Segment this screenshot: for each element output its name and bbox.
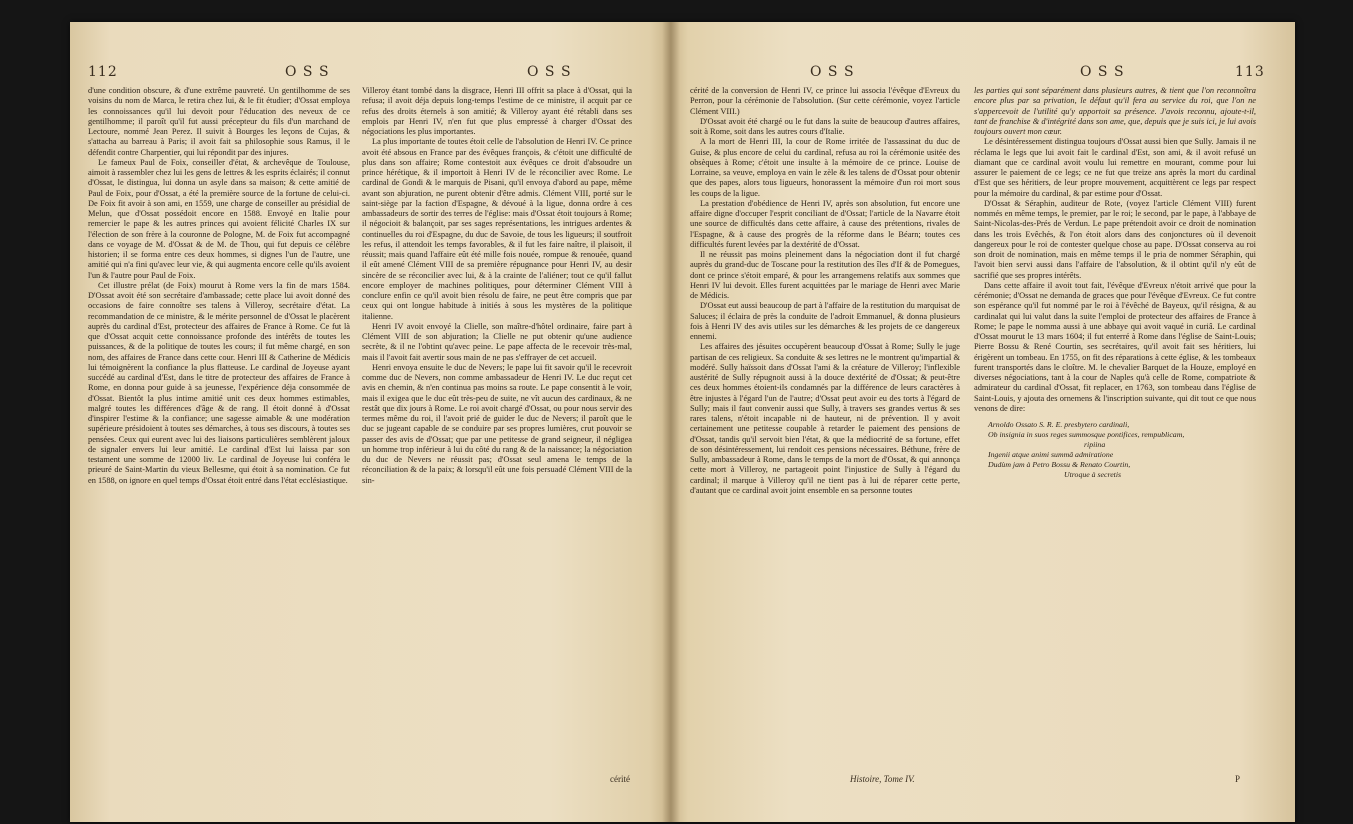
epitaph-line: ripiina [1084, 440, 1106, 449]
text-column-right [974, 86, 1256, 768]
paragraph: Henri envoya ensuite le duc de Nevers; le pape lui fit savoir qu'il le recevroit comme duc de Nevers, non comme ambassadeur de Henri IV. Le duc reçut cet avis en chemin, & n'en continua pas moins sa route. Le pape consentit à le voir, mais il exigea que le duc eût très-peu de suite, ne vît aucun des cardinaux, & ne restât que dix jours à Rome. Le roi avoit chargé d'Ossat, ou pour nous servir des termes même du roi, il l'avoit prié de guider le duc de Nevers; il paroît que le duc se jugeant capable de se conduire par ses propres lumières, crut pouvoir se passer des avis de d'Ossat; que par une petitesse de grand seigneur, il négligea un homme trop inférieur à lui du côté du rang & de la naissance; la négociation du duc de Nevers ne réussit pas; d'Ossat seul amena le temps de la réconciliation & de la paix; & lorsqu'il eût une fois persuadé Clément VIII de la sin- [362, 362, 632, 485]
paragraph: Villeroy étant tombé dans la disgrace, Henri III offrit sa place à d'Ossat, qui la refusa; il avoit déja depuis long-temps l'estime de ce ministre, il acquit par ce refus des droits éternels à son amitié; & Villeroy ayant été rétabli dans ses emplois par Henri IV, n'en fut que plus empressé à charger d'Ossat des négociations les plus importantes. [362, 86, 632, 136]
paragraph: D'Ossat eut aussi beaucoup de part à l'affaire de la restitution du marquisat de Saluces; il éclaira de près la conduite de l'adroit Emmanuel, & donna plusieurs fois à Henri IV des avis utiles sur les démarches & les projets de ce dangereux ennemi. [690, 301, 960, 341]
paragraph: Les affaires des jésuites occupèrent beaucoup d'Ossat à Rome; Sully le juge partisan de ces religieux. Sa conduite & ses lettres ne le montrent qu'impartial & modéré. Sully haïssoit dans d'Ossat l'ami & la créature de Villeroy; l'inflexible austérité de Sully répugnoit aussi à la douce dextérité de d'Ossat; & peut-être ces deux hommes étoient-ils condamnés par la différence de leurs caractères à être injustes à l'égard l'un de l'autre; d'Ossat peut avoir eu des torts à l'égard de Sully; mais il faut convenir aussi que Sully, à travers ses grandes vertus & ses rares talens, n'étoit incapable ni de hauteur, ni de prévention. Il y avoit certainement une petitesse coupable à retarder le paiement des pensions de d'Ossat, tandis qu'il servoit bien l'état, & que la médiocrité de sa fortune, effet de son désintéressement, lui rendoit ces pensions nécessaires. Béthune, frère de Sully, ambassadeur à Rome, dans le temps de la mort de d'Ossat, & qui annonça cette mort à Villeroy, ne partageoit point l'injustice de Sully à l'égard du cardinal; il marque à Villeroy qu'il ne tient pas à lui de réparer cette perte, d'autant que ce cardinal avoit joint ensemble en sa personne toutes [690, 342, 960, 495]
paragraph: D'Ossat & Séraphin, auditeur de Rote, (voyez l'article Clément VIII) furent nommés en même temps, le premier, par le roi; le second, par le pape, à l'abbaye de Saint-Nicolas-des-Prés de Verdun. Le pape prétendoit avoir ce droit de nomination dans les trois Evêchés, & l'on étoit alors dans des conjonctures où il devenoit dangereux pour le roi de contester quelque chose au pape. D'Ossat conserva au roi son droit de nomination, mais en même temps il le pria de nommer Séraphin, qui l'avoit bien servi aussi dans l'affaire de l'absolution, & il obtint qu'il n'y eût de sacrifié que ses propres intérêts. [974, 198, 1256, 280]
paragraph: d'une condition obscure, & d'une extrême pauvreté. Un gentilhomme de ses voisins du nom de Marca, le retira chez lui, & le fit étudier; d'Ossat employa les connoissances qu'il lui devoit pour l'éducation des neveux de ce gentilhomme; il paroît qu'il fut aussi précepteur du fils d'un marchand de Lectoure, nommé Jean Perez. Il suivit à Bourges les leçons de Cujas, & s'attacha au barreau à Paris; il avoit fait sa philosophie sous Ramus, il le défendit contre Charpentier, qui lui répondit par des injures. [88, 86, 350, 157]
running-head: O S S [810, 64, 855, 80]
paragraph: La prestation d'obédience de Henri IV, après son absolution, fut encore une affaire digne d'occuper l'esprit conciliant de d'Ossat; l'article de la Navarre étoit une source de difficultés dans cette affaire, à cause des prétentions, rivales de l'Espagne, & à cause des progrès de la réforme dans le Béarn; toutes ces difficultés furent levées par la dextérité de d'Ossat. [690, 198, 960, 249]
paragraph: Il ne réussit pas moins pleinement dans la négociation dont il fut chargé auprès du grand-duc de Toscane pour la restitution des îles d'If & de Pomegues, dont ce prince s'étoit emparé, & pour les arrangemens relatifs aux sommes que Henri IV lui devoit. Elles furent acquittées par le mariage de Henri avec Marie de Médicis. [690, 250, 960, 300]
paragraph: Le fameux Paul de Foix, conseiller d'état, & archevêque de Toulouse, aimoit à rassembler chez lui les gens de lettres & les esprits éclairés; il connut d'Ossat, le distingua, lui donna un asyle dans sa maison; & cette amitié de Paul de Foix, pour d'Ossat, a été la première source de la fortune de celui-ci. De Foix fit avoir à son ami, en 1559, une charge de conseiller au présidial de Melun, que d'Ossat possédoit encore en 1588. Envoyé en Italie pour remercier le pape & les autres princes qui avoient félicité Charles IX sur l'élection de son frère à la couronne de Pologne, M. de Foix fut accompagné dans ce voyage de M. d'Ossat & de M. de Thou, qui fut depuis ce célèbre historien; il se forma entre ces deux hommes, si dignes l'un de l'autre, une amitié qui n'a fini qu'avec leur vie, & qui augmenta encore celle qu'ils avoient l'un & l'autre pour Paul de Foix. [88, 157, 350, 280]
epitaph-line: Arnoldo Ossato S. R. E. presbytero cardinali, [988, 420, 1130, 429]
book-gutter [662, 22, 680, 822]
book-spread [70, 22, 1295, 822]
footer-signature: Histoire, Tome IV. [850, 774, 915, 784]
catchword: P [1235, 774, 1241, 784]
paragraph: les parties qui sont séparément dans plusieurs autres, & tient que l'on reconnoîtra encore plus par sa privation, le défaut qu'il fera au service du roi, que l'on ne s'appercevoit de l'utilité qu'y apportoit sa présence. J'avois reconnu, ajoute-t-il, tant de franchise & d'intégrité dans son ame, que, depuis que je suis ici, je lui avois toujours ouvert mon cœur. [974, 86, 1256, 136]
catchword: cérité [610, 774, 630, 784]
paragraph: A la mort de Henri III, la cour de Rome irritée de l'assassinat du duc de Guise, & plus encore de celui du cardinal, refusa au roi la cérémonie usitée des obsèques à Rome; c'étoit une insulte à la mémoire de ce prince. Louise de Lorraine, sa veuve, employa en vain le zèle & les talens de d'Ossat pour obtenir que des papes, alors tous ligueurs, honorassent la mémoire d'un roi mort sous les coups de la ligue. [690, 137, 960, 198]
paragraph: Henri IV avoit envoyé la Clielle, son maître-d'hôtel ordinaire, faire part à Clément VIII de son abjuration; la Clielle ne put obtenir qu'une audience secrète, & il ne l'obtint qu'avec peine. Le pape affecta de le recevoir très-mal, mais il l'avoit fait avertir sous main de ne pas s'effrayer de cet accueil. [362, 321, 632, 362]
running-head: O S S [1080, 64, 1125, 80]
text-column-left [690, 86, 960, 768]
epitaph-line: Utroque à secretis [1064, 470, 1122, 479]
running-head: O S S [527, 64, 572, 80]
paragraph: Cet illustre prélat (de Foix) mourut à Rome vers la fin de mars 1584. D'Ossat avoit été son secrétaire d'ambassade; cette place lui avoit donné des occasions de faire connoître ses talens à Villeroy, secrétaire d'état. La recommandation de ce ministre, & le mérite personnel de d'Ossat le placèrent auprès du cardinal d'Est, protecteur des affaires de France à Rome. Ce fut là que d'Ossat acquit cette connoissance profonde des intérêts de toutes les puissances, & de la politique de toutes les cours; il fut même chargé, en son nom, des affaires de France dans cette cour. Henri III & Catherine de Médicis lui témoignèrent la confiance la plus flatteuse. Le cardinal de Joyeuse ayant succédé au cardinal d'Est, dans le titre de protecteur des affaires de France à Rome, en donna pour guide à sa jeunesse, l'expérience déja consommée de d'Ossat. Bientôt la plus intime amitié unit ces deux hommes estimables, malgré toutes les différences d'âge & de rang. Il étoit donné à d'Ossat d'inspirer l'estime & la confiance; une sagesse aimable & une modération supérieure présidoient à toutes ses démarches, à tous ses discours, à toutes ses pensées. Ceux qui eurent avec lui des liaisons particulières semblèrent jaloux de signaler envers lui leur amitié. Le cardinal d'Est lui laissa par son testament une somme de 12000 liv. Le cardinal de Joyeuse lui conféra le prieuré de Saint-Martin du vieux Bellesme, qui étoit à sa nomination. Ce fut en 1588, on ignore en quel temps d'Ossat étoit entré dans l'état ecclésiastique. [88, 280, 350, 485]
page-number: 112 [88, 64, 118, 80]
paragraph: Dans cette affaire il avoit tout fait, l'évêque d'Evreux n'étoit arrivé que pour la cérémonie; d'Ossat ne demanda de graces que pour l'évêque d'Evreux. Ce fut contre son espérance qu'il fut nommé par le roi à l'évêché de Bayeux, qu'il résigna, & au cardinalat qui lui valut dans la suite l'emploi de protecteur des affaires de France à Rome; le pape le nomma aussi à une abbaye qui avoit vaqué in curiâ. Le cardinal d'Ossat mourut le 13 mars 1604; il fut enterré à Rome dans l'église de Saint-Louis; Pierre Bossu & René Courtin, ses secrétaires, qu'il avoit fait ses héritiers, lui érigèrent un tombeau. En 1755, on fit des réparations à cette église, & les tombeaux furent transportés dans le cloître. M. le chevalier Barquet de la Houze, employé en diverses négociations, tant à la cour de Naples qu'à celle de Rome, compatriote & admirateur du cardinal d'Ossat, fit replacer, en 1763, son tombeau dans l'église de Saint-Louis, y ajouta des ornemens & l'inscription suivante, qui dit tout ce que nous venons de dire: [974, 280, 1256, 413]
epitaph-line: Ingenii atque animi summâ admiratione [988, 450, 1114, 459]
left-page [70, 22, 670, 822]
epitaph-line: Dudùm jam à Petro Bossu & Renato Courtin, [988, 460, 1131, 469]
paragraph: Le désintéressement distingua toujours d'Ossat aussi bien que Sully. Jamais il ne réclama le legs que lui avoit fait le cardinal d'Est, son ami, & il avoit refusé un diamant que ce cardinal avoit voulu lui remettre en mourant, comme pour lui assurer le paiement de ce legs; ce ne fut que treize ans après la mort du cardinal d'Est que ses héritiers, de leur propre mouvement, acquittèrent ce legs par respect pour la mémoire du cardinal, & par estime pour d'Ossat. [974, 137, 1256, 198]
paragraph: cérité de la conversion de Henri IV, ce prince lui associa l'évêque d'Evreux du Perron, pour la cérémonie de l'absolution. (Sur cette cérémonie, voyez l'article Clément VIII.) [690, 86, 960, 116]
paragraph: D'Ossat avoit été chargé ou le fut dans la suite de beaucoup d'autres affaires, soit à Rome, soit dans les autres cours d'Italie. [690, 116, 960, 136]
running-head: O S S [285, 64, 330, 80]
epitaph-inscription [974, 420, 1256, 480]
epitaph-line: Ob insignia in suos reges summosque pontifices, rempublicam, [988, 430, 1185, 439]
text-column-right [362, 86, 632, 768]
right-page [670, 22, 1295, 822]
text-column-left [88, 86, 350, 768]
paragraph: La plus importante de toutes étoit celle de l'absolution de Henri IV. Ce prince avoit été absous en France par des évêques françois, & c'étoit une difficulté de plus dans son affaire; Rome contestoit aux évêques ce droit d'absoudre un prince hérétique, & il importoit à Henri IV de le réconcilier avec Rome. Le cardinal de Gondi & le marquis de Pisani, qu'il envoya d'abord au pape, même avant son abjuration, ne purent obtenir d'être admis. Clément VIII, porté sur le saint-siège par la faction d'Espagne, & dévoué à la ligue, donna ordre à ces ambassadeurs de sortir des terres de l'église: mais d'Ossat étoit toujours à Rome; il négocioit & balançoit, par ses sages représentations, les intrigues ardentes & continuelles du roi d'Espagne, du duc de Savoie, de tous les ligueurs; il soutfroit les refus, il attendoit les temps favorables, & il fut les faire naître, il plaisoit, il réussit; mais quand l'affaire eût été mille fois nouée, rompue & renouée, quand il eût amené Clément VIII de sa première répugnance pour Henri IV, au desir sincère de se réconcilier avec lui, & à la crainte de l'aliéner; tout ce qu'il fallut encore employer de machines politiques, pour déterminer Clément VIII à conclure enfin ce qu'il avoit bien résolu de faire, ne peut être compris que par ceux qui ont longue habitude à initiés à sous les mystères de la politique italienne. [362, 137, 632, 321]
page-number: 113 [1235, 64, 1265, 80]
